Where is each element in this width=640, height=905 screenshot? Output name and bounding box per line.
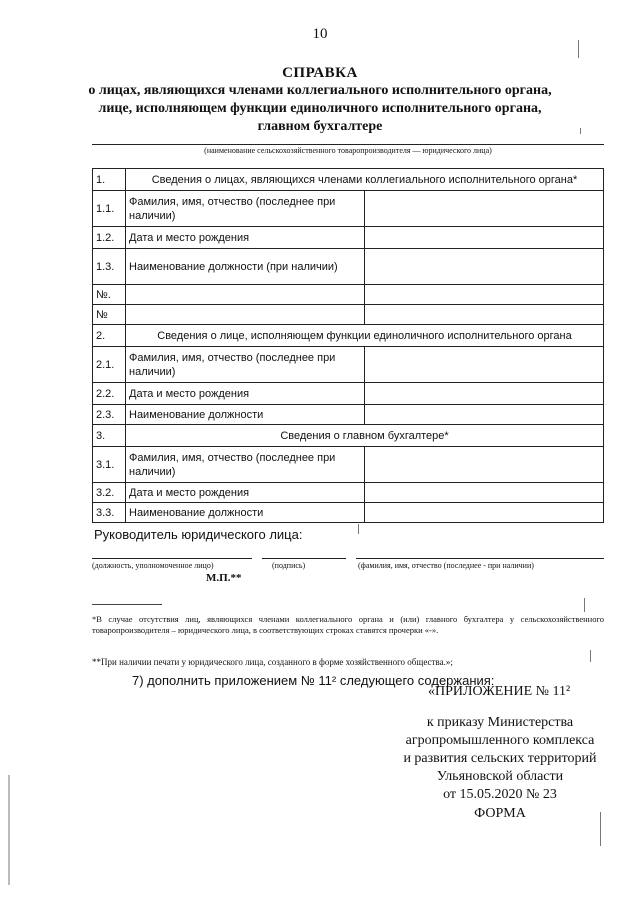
organization-caption: (наименование сельскохозяйственного товаропроизводителя — юридического лица): [204, 146, 492, 155]
stamp-place-label: М.П.**: [206, 572, 242, 584]
table-row: [93, 405, 604, 425]
order-line-4: Ульяновской области: [436, 769, 564, 784]
footnote-separator: [92, 604, 162, 605]
appendix-title: «ПРИЛОЖЕНИЕ № 11²: [428, 684, 571, 699]
row-number: 1.2.: [93, 227, 126, 249]
row-label: Дата и место рождения: [126, 227, 365, 249]
organization-name-line: [92, 144, 604, 145]
table-row: [93, 383, 604, 405]
row-label: Фамилия, имя, отчество (последнее при наличии): [126, 191, 365, 227]
order-line-1: к приказу Министерства: [426, 715, 574, 730]
table-row: [93, 169, 604, 191]
row-label: Наименование должности: [126, 503, 365, 523]
row-number: №.: [93, 285, 126, 305]
footnote-2: **При наличии печати у юридического лица, созданного в форме хозяйственного общества.»;: [92, 657, 453, 667]
scan-mark: [600, 812, 601, 846]
head-of-entity-label: Руководитель юридического лица:: [94, 527, 303, 542]
table-row: [93, 285, 604, 305]
row-value-cell[interactable]: [365, 227, 604, 249]
page-number: 10: [312, 26, 328, 42]
position-caption: (должность, уполномоченное лицо): [92, 561, 214, 570]
amendment-item-7: 7) дополнить приложением № 11² следующего содержания:: [132, 673, 495, 688]
section-header: Сведения о главном бухгалтере*: [126, 425, 604, 447]
footnote-1: *В случае отсутствия лиц, являющихся членами коллегиального органа и (или) главного бухгалтера у сельскохозяйственного товаропроизводителя – юридического лица, в соответствующих строках ставятся прочерки «-».: [92, 614, 604, 635]
row-value-cell[interactable]: [365, 249, 604, 285]
table-row: [93, 227, 604, 249]
heading-line-2: лице, исполняющем функции единоличного исполнительного органа,: [98, 101, 542, 116]
row-number: 1.1.: [93, 191, 126, 227]
row-number: 3.3.: [93, 503, 126, 523]
appendix-order-reference: [380, 714, 620, 804]
heading-line-1: о лицах, являющихся членами коллегиального исполнительного органа,: [88, 83, 552, 98]
row-number: 3.1.: [93, 447, 126, 483]
row-value-cell[interactable]: [365, 503, 604, 523]
signature-line: [262, 558, 346, 559]
row-label: [126, 285, 365, 305]
row-value-cell[interactable]: [365, 191, 604, 227]
row-label: Фамилия, имя, отчество (последнее при наличии): [126, 447, 365, 483]
info-table: [92, 168, 604, 523]
signature-caption: (подпись): [272, 561, 306, 570]
scan-mark: [358, 524, 359, 534]
table-row: [93, 503, 604, 523]
row-value-cell[interactable]: [365, 483, 604, 503]
position-line: [92, 558, 252, 559]
row-number: 2.: [93, 325, 126, 347]
table-row: [93, 483, 604, 503]
scan-edge-mark: [8, 775, 10, 885]
row-value-cell[interactable]: [365, 405, 604, 425]
order-line-5: от 15.05.2020 № 23: [443, 787, 557, 802]
row-number: 1.3.: [93, 249, 126, 285]
order-line-3: и развития сельских территорий: [403, 751, 597, 766]
scan-mark: [578, 40, 579, 58]
scan-mark: [584, 598, 585, 612]
table-row: [93, 425, 604, 447]
row-value-cell[interactable]: [365, 383, 604, 405]
row-label: [126, 305, 365, 325]
row-value-cell[interactable]: [365, 305, 604, 325]
row-label: Дата и место рождения: [126, 383, 365, 405]
scan-mark: [580, 128, 581, 134]
row-number: 3.2.: [93, 483, 126, 503]
row-value-cell[interactable]: [365, 285, 604, 305]
row-label: Наименование должности (при наличии): [126, 249, 365, 285]
table-row: [93, 447, 604, 483]
scan-mark: [590, 650, 591, 662]
name-caption: (фамилия, имя, отчество (последнее - при наличии): [358, 561, 534, 570]
table-row: [93, 325, 604, 347]
section-header: Сведения о лице, исполняющем функции единоличного исполнительного органа: [126, 325, 604, 347]
row-number: 3.: [93, 425, 126, 447]
section-header: Сведения о лицах, являющихся членами коллегиального исполнительного органа*: [126, 169, 604, 191]
order-line-2: агропромышленного комплекса: [405, 733, 595, 748]
row-value-cell[interactable]: [365, 447, 604, 483]
table-row: [93, 249, 604, 285]
row-value-cell[interactable]: [365, 347, 604, 383]
document-heading: [80, 64, 560, 136]
row-label: Дата и место рождения: [126, 483, 365, 503]
row-label: Наименование должности: [126, 405, 365, 425]
table-row: [93, 305, 604, 325]
row-number: 2.2.: [93, 383, 126, 405]
heading-line-3: главном бухгалтере: [257, 119, 383, 134]
row-number: 1.: [93, 169, 126, 191]
form-label: ФОРМА: [474, 806, 526, 821]
row-number: 2.1.: [93, 347, 126, 383]
row-number: №: [93, 305, 126, 325]
heading-title: СПРАВКА: [282, 65, 358, 81]
table-row: [93, 191, 604, 227]
row-label: Фамилия, имя, отчество (последнее при наличии): [126, 347, 365, 383]
table-row: [93, 347, 604, 383]
row-number: 2.3.: [93, 405, 126, 425]
name-line: [356, 558, 604, 559]
